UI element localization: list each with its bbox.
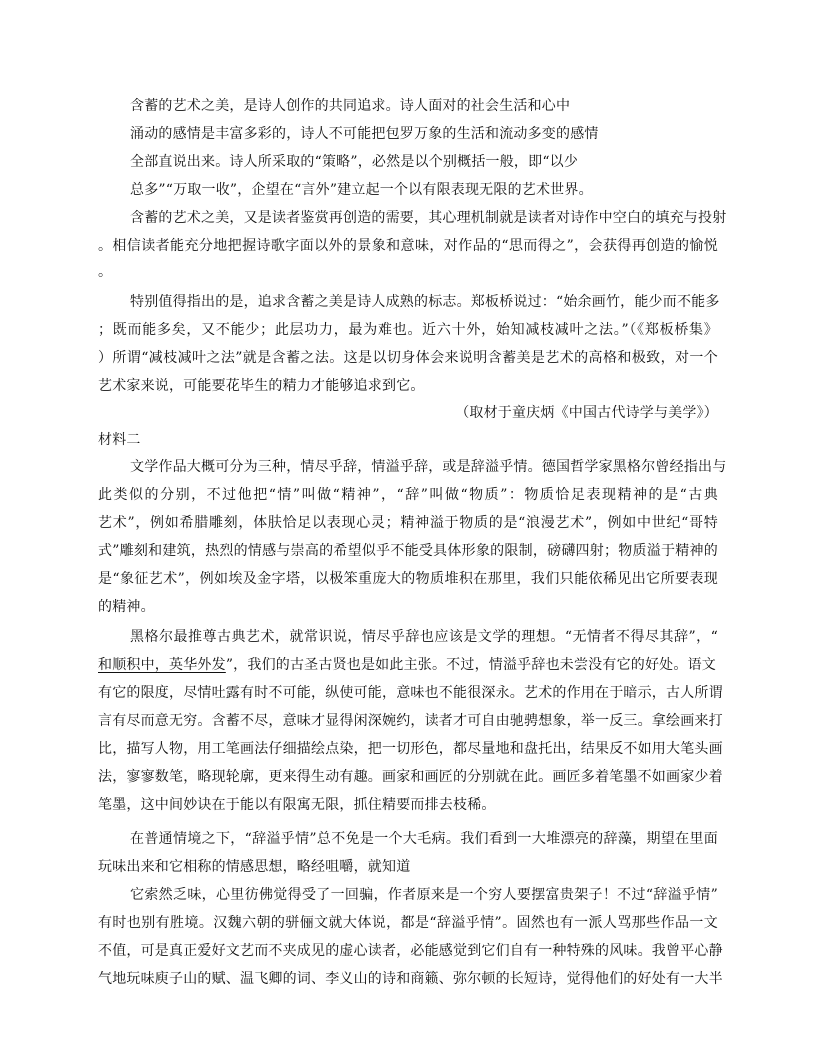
- text-line: 比，描写人物，用工笔画法仔细描绘点染，把一切形色，都尽量地和盘托出，结果反不如用大笔头画: [98, 741, 723, 757]
- text-line: 是“象征艺术”，例如埃及金字塔，以极笨重庞大的物质堆积在那里，我们只能依稀见出它所要表现: [98, 571, 718, 587]
- text-line: 的精神。: [98, 599, 155, 615]
- text-line: 有它的限度，尽情吐露有时不可能，纵使可能，意味也不能很深永。艺术的作用在于暗示，古人所谓: [98, 685, 723, 701]
- text-line: 涌动的感情是丰富多彩的，诗人不可能把包罗万象的生活和流动多变的感情: [130, 126, 599, 142]
- text-span: ”，我们的古圣古贤也是如此主张。不过，情溢乎辞也未尝没有它的好处。语文: [225, 657, 716, 673]
- underlined-phrase: 和顺积中，英华外发: [98, 657, 226, 673]
- text-line: 在普通情境之下，“辞溢乎情”总不免是一个大毛病。我们看到一大堆漂亮的辞藻，期望在里面: [130, 831, 718, 847]
- text-line: 特别值得指出的是，追求含蓄之美是诗人成熟的标志。郑板桥说过：“始余画竹，能少而不能多: [130, 294, 720, 310]
- text-line: 言有尽而意无穷。含蓄不尽，意味才显得闲深婉约，读者才可自由驰骋想象，举一反三。拿绘画来打: [98, 713, 723, 729]
- text-line: ；既而能多矣，又不能少；此层功力，最为难也。近六十外，始知减枝减叶之法。”（《郑板桥集》: [98, 322, 718, 338]
- text-line: 全部直说出来。诗人所采取的“策略”，必然是以个别概括一般，即“以少: [130, 154, 579, 170]
- source-citation: （取材于童庆炳《中国古代诗学与美学》）: [455, 405, 718, 421]
- text-line: 文学作品大概可分为三种，情尽乎辞，情溢乎辞，或是辞溢乎情。德国哲学家黑格尔曾经指出与: [130, 459, 727, 475]
- section-heading: 材料二: [98, 432, 141, 448]
- text-line: 笔墨，这中间妙诀在于能以有限寓无限，抓住精要而排去枝稀。: [98, 797, 496, 813]
- text-line: 气地玩味庾子山的赋、温飞卿的词、李义山的诗和商籁、弥尔顿的长短诗，觉得他们的好处有一大半: [98, 971, 723, 987]
- text-line: 艺术”，例如希腊雕刻，体肤恰足以表现心灵；精神溢于物质的是“浪漫艺术”，例如中世纪“哥特: [98, 515, 718, 531]
- text-line: 总多”“万取一收”，企望在“言外”建立起一个以有限表现无限的艺术世界。: [130, 182, 593, 198]
- text-line: 艺术家来说，可能要花毕生的精力才能够追求到它。: [98, 378, 425, 394]
- text-line: 黑格尔最推尊古典艺术，就常识说，情尽乎辞也应该是文学的理想。“无情者不得尽其辞”，“: [130, 629, 718, 645]
- text-line: 此类似的分别，不过他把“情”叫做“精神”，“辞”叫做“物质”：物质恰足表现精神的是“古典: [98, 487, 718, 503]
- text-line: 。: [98, 264, 113, 280]
- text-line: ）所谓“减枝减叶之法”就是含蓄之法。这是以切身体会来说明含蓄美是艺术的高格和极致，对一个: [98, 350, 718, 366]
- text-line: 有时也别有胜境。汉魏六朝的骈俪文就大体说，都是“辞溢乎情”。固然也有一派人骂那些作品一文: [98, 915, 718, 931]
- text-line: 含蓄的艺术之美，又是读者鉴赏再创造的需要，其心理机制就是读者对诗作中空白的填充与投射: [130, 210, 727, 226]
- text-line: 它索然乏味，心里彷佛觉得受了一回骗，作者原来是一个穷人要摆富贵架子！不过“辞溢乎情”: [130, 887, 718, 903]
- text-line: 法，寥寥数笔，略现轮廓，更来得生动有趣。画家和画匠的分别就在此。画匠多着笔墨不如画家少着: [98, 769, 723, 785]
- text-line: 不值，可是真正爱好文艺而不夹成见的虚心读者，必能感觉到它们自有一种特殊的风味。我曾平心静: [98, 943, 723, 959]
- text-line: 玩味出来和它相称的情感思想，略经咀嚼，就知道: [98, 859, 411, 875]
- text-line: [98, 655, 718, 675]
- text-line: 式”雕刻和建筑，热烈的情感与崇高的希望似乎不能受具体形象的限制，磅礴四射；物质溢于精神的: [98, 543, 718, 559]
- text-line: 含蓄的艺术之美，是诗人创作的共同追求。诗人面对的社会生活和心中: [130, 98, 571, 114]
- text-line: 。相信读者能充分地把握诗歌字面以外的景象和意味，对作品的“思而得之”，会获得再创造的愉悦: [98, 238, 718, 254]
